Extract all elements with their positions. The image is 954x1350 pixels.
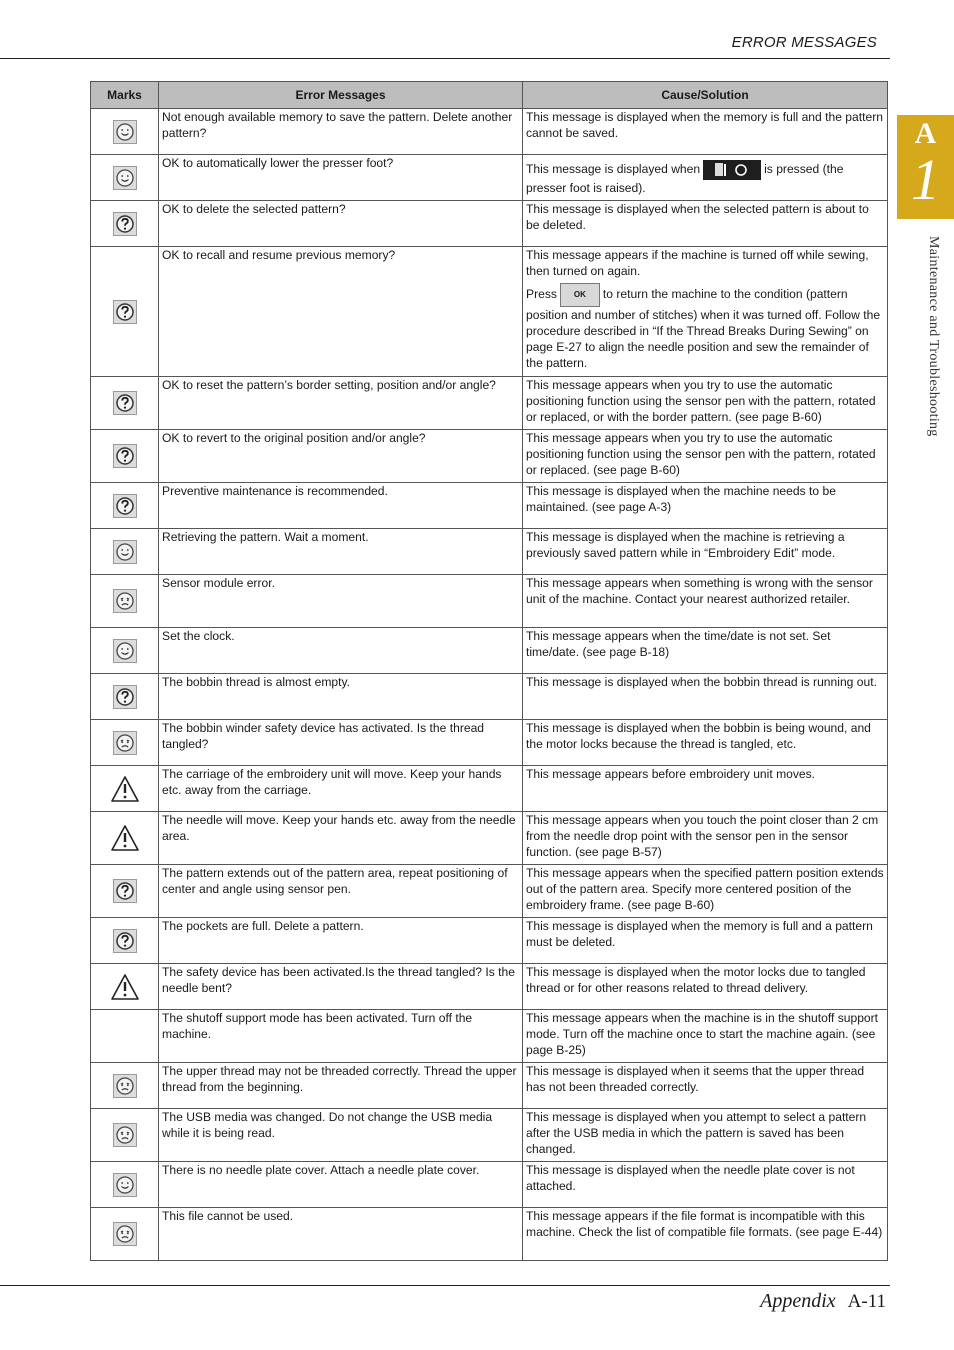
cause-solution-cell: This message is displayed when the needle plate cover is not attached. — [523, 1162, 888, 1208]
question-icon — [113, 444, 137, 468]
smile-icon — [113, 120, 137, 144]
error-message-cell: The needle will move. Keep your hands etc. away from the needle area. — [159, 812, 523, 865]
cause-solution-cell: This message appears when you touch the point closer than 2 cm from the needle drop point with the sensor pen in the sensor function. (see page B-57) — [523, 812, 888, 865]
table-row — [91, 430, 888, 483]
error-message-cell: Sensor module error. — [159, 575, 523, 628]
mark-cell — [91, 1063, 159, 1109]
mark-cell — [91, 964, 159, 1010]
header-cause-solution: Cause/Solution — [523, 82, 888, 109]
error-message-cell: OK to revert to the original position and/or angle? — [159, 430, 523, 483]
table-row — [91, 865, 888, 918]
chapter-tab — [897, 115, 954, 219]
mark-cell — [91, 201, 159, 247]
cause-solution-cell: This message is displayed when the bobbin thread is running out. — [523, 674, 888, 720]
mark-cell — [91, 1162, 159, 1208]
table-row — [91, 1063, 888, 1109]
table-row — [91, 529, 888, 575]
error-message-cell: OK to recall and resume previous memory? — [159, 247, 523, 377]
error-message-cell: The bobbin thread is almost empty. — [159, 674, 523, 720]
mark-cell — [91, 1109, 159, 1162]
smile-icon — [113, 540, 137, 564]
mark-cell — [91, 247, 159, 377]
cause-solution-cell: This message is displayed when the motor locks due to tangled thread or for other reasons related to thread delivery. — [523, 964, 888, 1010]
error-message-cell: Preventive maintenance is recommended. — [159, 483, 523, 529]
question-icon — [113, 212, 137, 236]
sad-icon — [113, 589, 137, 613]
table-row — [91, 109, 888, 155]
mark-cell — [91, 918, 159, 964]
table-row — [91, 1109, 888, 1162]
smile-icon — [113, 639, 137, 663]
error-message-cell: The safety device has been activated.Is the thread tangled? Is the needle bent? — [159, 964, 523, 1010]
mark-cell — [91, 430, 159, 483]
mark-cell — [91, 109, 159, 155]
cause-solution-cell: This message is displayed when the memory is full and a pattern must be deleted. — [523, 918, 888, 964]
table-row — [91, 1162, 888, 1208]
error-message-cell: OK to reset the pattern’s border setting, position and/or angle? — [159, 377, 523, 430]
error-message-cell: The pattern extends out of the pattern area, repeat positioning of center and angle using sensor pen. — [159, 865, 523, 918]
question-icon — [113, 494, 137, 518]
table-row — [91, 483, 888, 529]
chapter-tab-number: 1 — [911, 147, 940, 212]
cause-text: This message is displayed when — [526, 162, 701, 177]
page-number: A-11 — [847, 1291, 886, 1312]
page-footer — [0, 1290, 886, 1313]
sad-icon — [113, 731, 137, 755]
cause-text: This message appears if the machine is turned off while sewing, then turned on again. — [526, 248, 869, 278]
question-icon — [113, 391, 137, 415]
error-message-cell: OK to delete the selected pattern? — [159, 201, 523, 247]
error-message-cell: OK to automatically lower the presser foot? — [159, 155, 523, 201]
table-header-row — [91, 82, 888, 109]
question-icon — [113, 300, 137, 324]
error-message-cell: Not enough available memory to save the pattern. Delete another pattern? — [159, 109, 523, 155]
footer-section: Appendix — [760, 1290, 836, 1312]
warning-icon — [110, 973, 140, 1001]
mark-cell — [91, 865, 159, 918]
table-row — [91, 964, 888, 1010]
mark-cell — [91, 674, 159, 720]
cause-solution-cell — [523, 247, 888, 377]
error-message-cell: The carriage of the embroidery unit will move. Keep your hands etc. away from the carriage. — [159, 766, 523, 812]
error-messages-table — [90, 81, 888, 1261]
sad-icon — [113, 1222, 137, 1246]
smile-icon — [113, 1173, 137, 1197]
mark-cell — [91, 377, 159, 430]
cause-solution-cell: This message appears when you try to use the automatic positioning function using the sensor pen with the pattern, rotated or replaced. (see page B-60) — [523, 430, 888, 483]
mark-cell — [91, 628, 159, 674]
header-rule — [0, 58, 890, 59]
sad-icon — [113, 1123, 137, 1147]
cause-text-continued: to return the machine to the condition (pattern position and number of stitches) when it was turned off. Follow the procedure described in “If the Thread Breaks During Sewing” on page E-27 to align the needle position and sew the remainder of the pattern. — [526, 287, 881, 370]
mark-cell — [91, 529, 159, 575]
error-message-cell: This file cannot be used. — [159, 1208, 523, 1261]
running-header: ERROR MESSAGES — [731, 34, 877, 51]
chapter-tab-letter: A — [914, 117, 937, 150]
sad-icon — [113, 1074, 137, 1098]
warning-icon — [110, 775, 140, 803]
cause-text-continued: is pressed (the presser foot is raised). — [526, 162, 844, 195]
table-row — [91, 674, 888, 720]
ok-button-icon: OK — [560, 283, 600, 307]
cause-solution-cell: This message is displayed when the machine needs to be maintained. (see page A-3) — [523, 483, 888, 529]
error-message-cell: Set the clock. — [159, 628, 523, 674]
cause-solution-cell: This message appears when the time/date is not set. Set time/date. (see page B-18) — [523, 628, 888, 674]
header-error-messages: Error Messages — [159, 82, 523, 109]
cause-solution-cell — [523, 155, 888, 201]
presser-foot-button-icon — [703, 160, 761, 180]
question-icon — [113, 929, 137, 953]
cause-solution-cell: This message appears when the machine is in the shutoff support mode. Turn off the machine once to start the machine again. (see page B-25) — [523, 1010, 888, 1063]
table-row — [91, 575, 888, 628]
error-message-cell: The shutoff support mode has been activated. Turn off the machine. — [159, 1010, 523, 1063]
table-row — [91, 918, 888, 964]
error-message-cell: The bobbin winder safety device has activated. Is the thread tangled? — [159, 720, 523, 766]
table-row — [91, 628, 888, 674]
error-message-cell: The upper thread may not be threaded correctly. Thread the upper thread from the beginning. — [159, 1063, 523, 1109]
side-section-label: Maintenance and Troubleshooting — [926, 236, 941, 437]
header-marks: Marks — [91, 82, 159, 109]
table-row — [91, 812, 888, 865]
footer-rule — [0, 1285, 890, 1286]
error-message-cell: The USB media was changed. Do not change the USB media while it is being read. — [159, 1109, 523, 1162]
mark-cell — [91, 1010, 159, 1063]
mark-cell — [91, 812, 159, 865]
cause-solution-cell: This message is displayed when you attempt to select a pattern after the USB media in which the pattern is saved has been changed. — [523, 1109, 888, 1162]
cause-solution-cell: This message appears before embroidery unit moves. — [523, 766, 888, 812]
table-row — [91, 155, 888, 201]
error-message-cell: There is no needle plate cover. Attach a needle plate cover. — [159, 1162, 523, 1208]
mark-cell — [91, 720, 159, 766]
table-row — [91, 1208, 888, 1261]
cause-solution-cell: This message is displayed when it seems that the upper thread has not been threaded correctly. — [523, 1063, 888, 1109]
cause-solution-cell: This message is displayed when the memory is full and the pattern cannot be saved. — [523, 109, 888, 155]
question-icon — [113, 879, 137, 903]
table-row — [91, 201, 888, 247]
cause-solution-cell: This message is displayed when the machine is retrieving a previously saved pattern while in “Embroidery Edit” mode. — [523, 529, 888, 575]
cause-solution-cell: This message appears when something is wrong with the sensor unit of the machine. Contact your nearest authorized retailer. — [523, 575, 888, 628]
cause-solution-cell: This message is displayed when the bobbin is being wound, and the motor locks because the thread is tangled, etc. — [523, 720, 888, 766]
error-message-cell: The pockets are full. Delete a pattern. — [159, 918, 523, 964]
table-row — [91, 766, 888, 812]
table-row — [91, 377, 888, 430]
cause-solution-cell: This message appears if the file format is incompatible with this machine. Check the list of compatible file formats. (see page E-44) — [523, 1208, 888, 1261]
smile-icon — [113, 166, 137, 190]
mark-cell — [91, 575, 159, 628]
cause-solution-cell: This message is displayed when the selected pattern is about to be deleted. — [523, 201, 888, 247]
table-row — [91, 1010, 888, 1063]
warning-icon — [110, 824, 140, 852]
table-row — [91, 247, 888, 377]
cause-solution-cell: This message appears when you try to use the automatic positioning function using the sensor pen with the pattern, rotated or replaced, or with the border pattern. (see page B-60) — [523, 377, 888, 430]
cause-press-label: Press — [526, 287, 557, 302]
mark-cell — [91, 1208, 159, 1261]
cause-solution-cell: This message appears when the specified pattern position extends out of the pattern area. Specify more centered position of the embroidery frame. (see page B-60) — [523, 865, 888, 918]
table-row — [91, 720, 888, 766]
error-message-cell: Retrieving the pattern. Wait a moment. — [159, 529, 523, 575]
mark-cell — [91, 483, 159, 529]
mark-cell — [91, 766, 159, 812]
mark-cell — [91, 155, 159, 201]
question-icon — [113, 685, 137, 709]
